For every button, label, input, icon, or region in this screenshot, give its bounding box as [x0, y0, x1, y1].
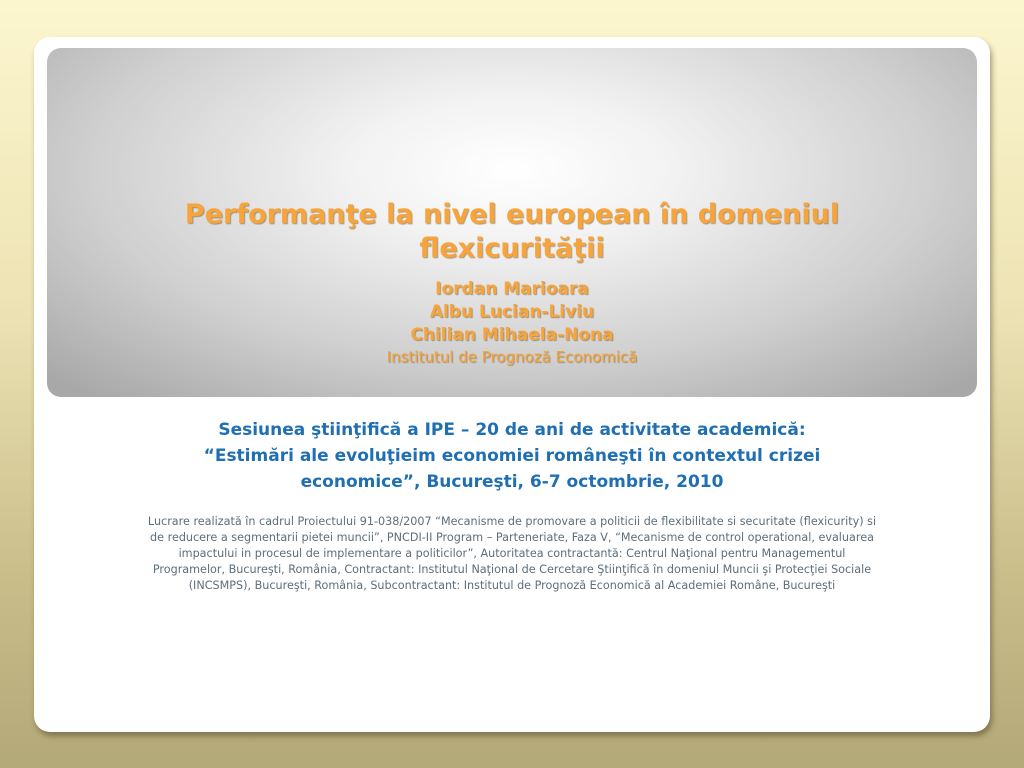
institute-name: Institutul de Prognoză Economică	[386, 348, 638, 366]
slide	[34, 37, 990, 732]
author-3: Chilian Mihaela-Nona	[410, 325, 614, 345]
author-2: Albu Lucian-Liviu	[429, 302, 595, 322]
session-line-1: Sesiunea ştiinţifică a IPE – 20 de ani de activitate academică:	[218, 420, 806, 440]
project-description: Lucrare realizată în cadrul Proiectului 91-038/2007 “Mecanisme de promovare a politicii de flexibilitate si securitate (flexicurity) si de reducere a segmentarii pietei muncii”, PNCDI-II Program – Parteneriate, Faza V, “Mecanisme de control operational, evaluarea impactului in procesul de implementare a politicilor”, Autoritatea contractantă: Centrul Naţional pentru Managementul Programelor, Bucureşti, România, Contractant: Institutul Naţional de Cercetare Ştiinţifică în domeniul Muncii şi Protecţiei Sociale (INCSMPS), Bucureşti, România, Subcontractant: Institutul de Prognoză Economică al Academiei Române, Bucureşti	[147, 515, 877, 592]
session-subtitle	[94, 417, 930, 495]
author-list	[47, 278, 977, 367]
session-line-3: economice”, Bucureşti, 6-7 octombrie, 2010	[300, 472, 724, 492]
author-1: Iordan Marioara	[435, 279, 589, 299]
slide-title: Performanţe la nivel european în domeniul flexicurităţii	[184, 199, 840, 264]
session-line-2: “Estimări ale evoluţieim economiei româneşti în contextul crizei	[203, 446, 821, 466]
title-panel	[47, 48, 977, 397]
